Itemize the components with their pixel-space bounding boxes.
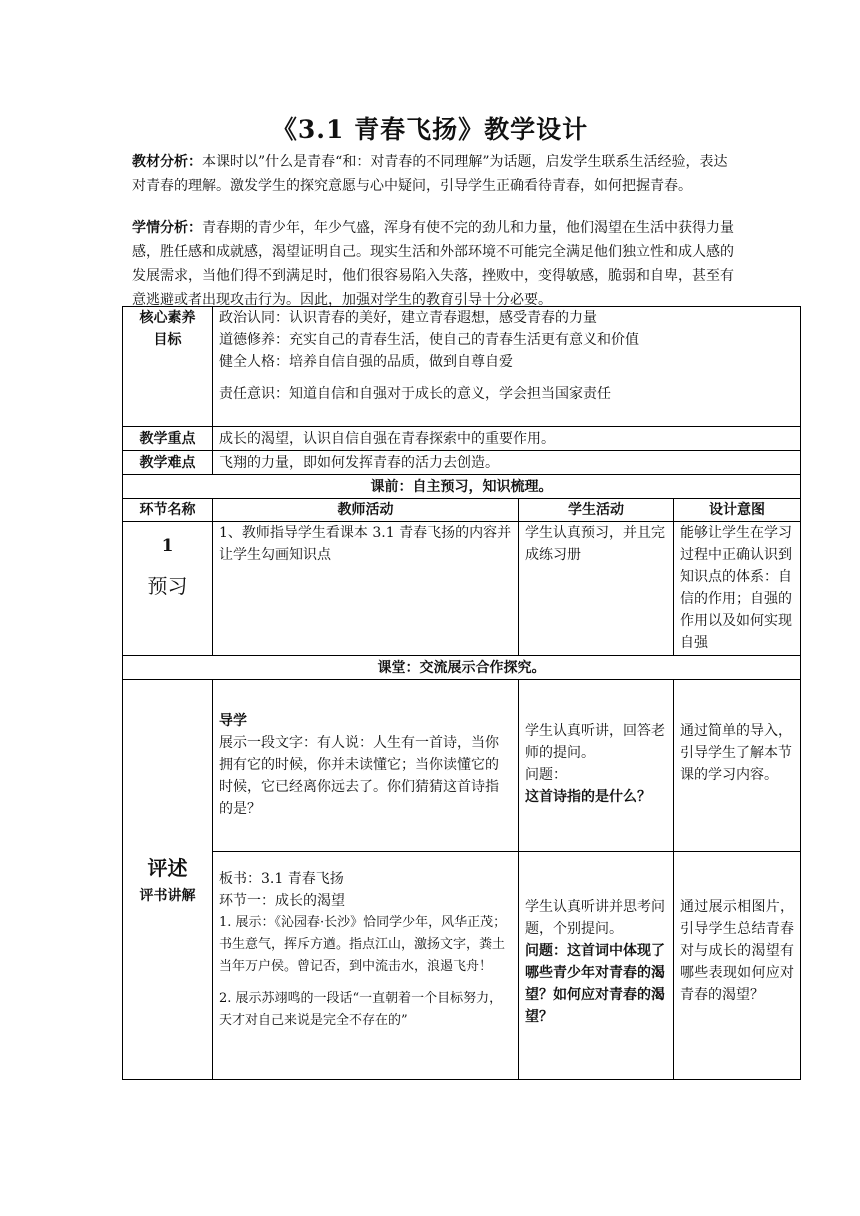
lesson-plan-table [122,306,801,1080]
guide-title: 导学 [219,713,247,729]
section-in-class: 课堂：交流展示合作探究。 [123,656,801,680]
review-subname: 评书讲解 [139,887,196,904]
guide-teacher-activity [213,680,519,852]
review-stage [123,680,213,1080]
student-analysis-text: 青春期的青少年，年少气盛，浑身有使不完的劲儿和力量，他们渴望在生活中获得力量感，胜任感和成就感，渴望证明自己。现实生活和外部环境不可能完全满足他们独立性和成人感的发展需求，当他们得不到满足时，他们很容易陷入失落，挫败中，变得敏感，脆弱和自卑，甚至有意逃避或者出现攻击行为。因此，加强对学生的教育引导十分必要。 [132,220,734,308]
header-teacher-activity: 教师活动 [213,499,519,522]
part1-item-2: 2. 展示苏翊鸣的一段话“一直朝着一个目标努力，天才对自己来说是完全不存在的” [219,991,503,1028]
student-analysis [132,216,740,312]
part1-item-1: 1. 展示：《沁园春·长沙》恰同学少年，风华正茂；书生意气，挥斥方遒。指点江山，激扬文字，粪土当年万户侯。曾记否，到中流击水，浪遏飞舟！ [219,915,507,974]
material-analysis-label: 教材分析： [132,154,202,170]
difficult-point-label: 教学难点 [123,451,213,475]
core-literacy-content [213,307,801,427]
part1-title: 环节一：成长的渴望 [219,893,345,909]
guide-student-text: 学生认真听讲，回答老师的提问。 [525,723,665,761]
header-stage-name: 环节名称 [123,499,213,522]
key-point-label: 教学重点 [123,427,213,451]
table-row [123,451,801,475]
guide-text: 展示一段文字：有人说：人生有一首诗，当你拥有它的时候，你并未读懂它；当你读懂它的时候，它已经离你远去了。你们猜猜这首诗指的是？ [219,735,499,817]
preview-number: 1 [161,536,174,556]
core-literacy-label [123,307,213,427]
table-row [123,522,801,656]
table-row [123,680,801,852]
material-analysis [132,150,740,198]
part1-student-text: 学生认真听讲并思考问题，个别提问。 [525,899,665,937]
preview-name: 预习 [147,574,188,598]
guide-question: 这首诗指的是什么？ [525,789,651,805]
preview-teacher-activity: 1、教师指导学生看课本 3.1 青春飞扬的内容并让学生勾画知识点 [213,522,519,656]
core-item: 道德修养：充实自己的青春生活，使自己的青春生活更有意义和价值 [219,332,639,348]
part1-student-activity [519,852,674,1080]
table-row [123,656,801,680]
guide-student-activity [519,680,674,852]
guide-question-label: 问题： [525,767,567,783]
table-row [123,307,801,427]
core-label-line-2: 目标 [153,332,182,348]
preview-stage [123,522,213,656]
section-before-class: 课前：自主预习，知识梳理。 [123,475,801,499]
header-design-intent: 设计意图 [674,499,801,522]
part1-question: 问题：这首词中体现了哪些青少年对青春的渴望？如何应对青春的渴望？ [525,943,665,1025]
board-writing: 板书：3.1 青春飞扬 [219,871,344,887]
review-name: 评述 [147,855,188,880]
part1-teacher-activity [213,852,519,1080]
difficult-point-text: 飞翔的力量，即如何发挥青春的活力去创造。 [213,451,801,475]
core-label-line-1: 核心素养 [139,310,196,326]
table-header-row [123,499,801,522]
table-row [123,852,801,1080]
core-item: 健全人格：培养自信自强的品质，做到自尊自爱 [219,354,513,370]
student-analysis-label: 学情分析： [132,220,202,236]
table-row [123,427,801,451]
core-item: 责任意识：知道自信和自强对于成长的意义，学会担当国家责任 [219,386,611,402]
key-point-text: 成长的渴望，认识自信自强在青春探索中的重要作用。 [213,427,801,451]
preview-student-activity: 学生认真预习，并且完成练习册 [519,522,674,656]
part1-design-intent: 通过展示相图片，引导学生总结青春对与成长的渴望有哪些表现如何应对青春的渴望？ [674,852,801,1080]
table-row [123,475,801,499]
core-item: 政治认同：认识青春的美好，建立青春遐想，感受青春的力量 [219,310,597,326]
material-analysis-text: 本课时以”什么是青春“和：对青春的不同理解”为话题，启发学生联系生活经验，表达对青春的理解。激发学生的探究意愿与心中疑问，引导学生正确看待青春，如何把握青春。 [132,154,728,194]
guide-design-intent: 通过简单的导入，引导学生了解本节课的学习内容。 [674,680,801,852]
page-title: 《3.1 青春飞扬》教学设计 [271,115,589,144]
header-student-activity: 学生活动 [519,499,674,522]
preview-design-intent: 能够让学生在学习过程中正确认识到知识点的体系：自信的作用；自强的作用以及如何实现自强 [674,522,801,656]
